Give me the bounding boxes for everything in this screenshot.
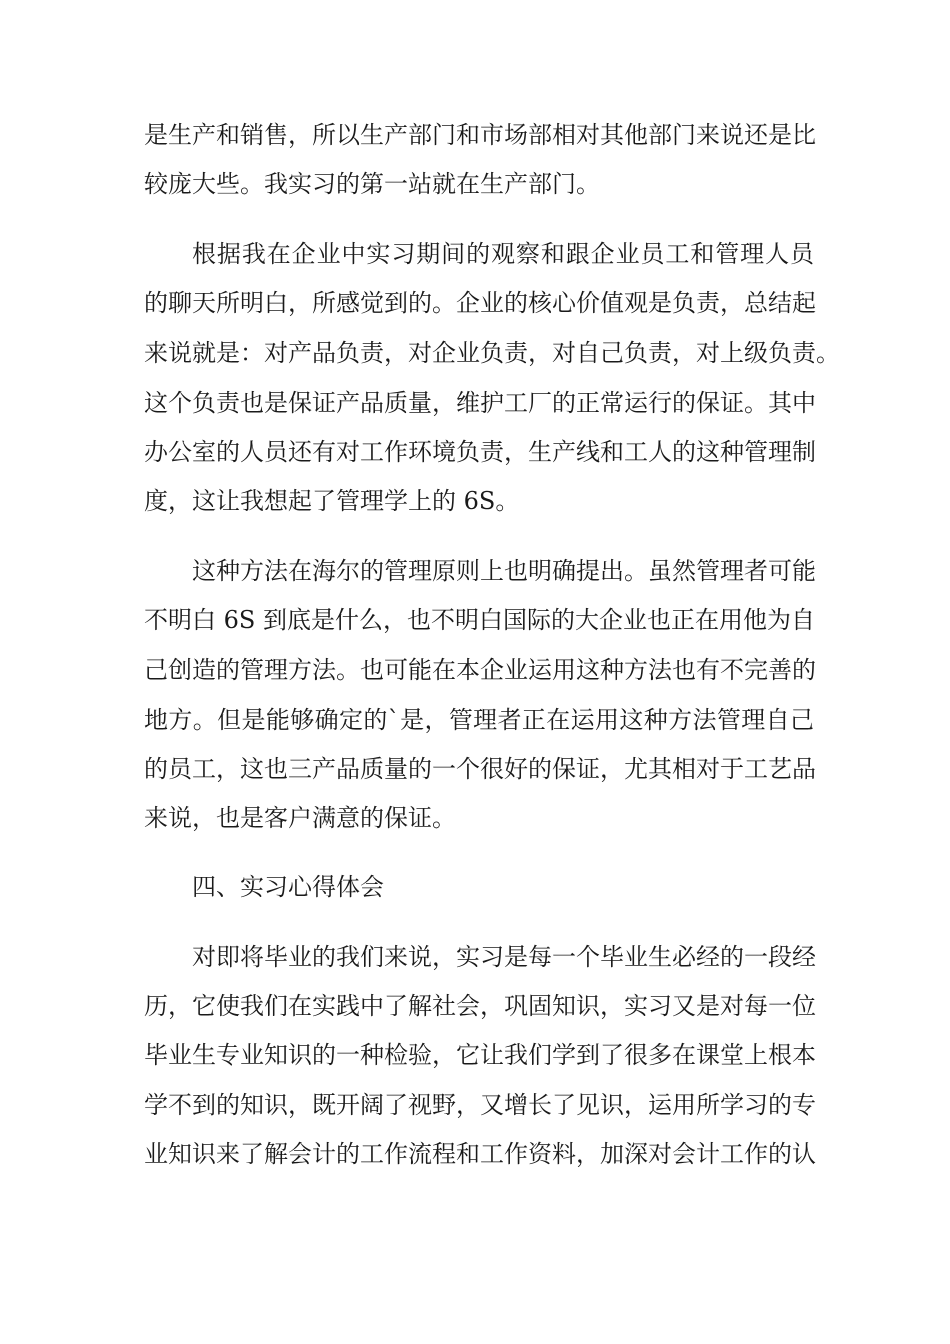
paragraph-line: 来说就是：对产品负责，对企业负责，对自己负责，对上级负责。 bbox=[144, 339, 840, 367]
paragraph-line: 这个负责也是保证产品质量，维护工厂的正常运行的保证。其中 bbox=[144, 389, 816, 417]
paragraph-line: 来说，也是客户满意的保证。 bbox=[144, 804, 456, 832]
paragraph-line: 这种方法在海尔的管理原则上也明确提出。虽然管理者可能 bbox=[192, 557, 816, 585]
section-heading: 四、实习心得体会 bbox=[192, 873, 384, 901]
paragraph-line: 地方。但是能够确定的`是，管理者正在运用这种方法管理自己 bbox=[144, 706, 814, 734]
paragraph-line: 是生产和销售，所以生产部门和市场部相对其他部门来说还是比 bbox=[144, 121, 816, 149]
paragraph-line: 对即将毕业的我们来说，实习是每一个毕业生必经的一段经 bbox=[192, 943, 816, 971]
paragraph-line: 的员工，这也三产品质量的一个很好的保证，尤其相对于工艺品 bbox=[144, 755, 816, 783]
paragraph-line: 历，它使我们在实践中了解社会，巩固知识，实习又是对每一位 bbox=[144, 992, 816, 1020]
paragraph-line: 学不到的知识，既开阔了视野，又增长了见识，运用所学习的专 bbox=[144, 1091, 816, 1119]
paragraph-line: 办公室的人员还有对工作环境负责，生产线和工人的这种管理制 bbox=[144, 438, 816, 466]
paragraph-line: 业知识来了解会计的工作流程和工作资料，加深对会计工作的认 bbox=[144, 1140, 816, 1168]
paragraph-line: 度，这让我想起了管理学上的 6S。 bbox=[144, 487, 520, 515]
paragraph-line: 毕业生专业知识的一种检验，它让我们学到了很多在课堂上根本 bbox=[144, 1041, 816, 1069]
paragraph-line: 己创造的管理方法。也可能在本企业运用这种方法也有不完善的 bbox=[144, 656, 816, 684]
paragraph-line: 不明白 6S 到底是什么，也不明白国际的大企业也正在用他为自 bbox=[144, 606, 815, 634]
paragraph-line: 的聊天所明白，所感觉到的。企业的核心价值观是负责，总结起 bbox=[144, 289, 816, 317]
paragraph-line: 根据我在企业中实习期间的观察和跟企业员工和管理人员 bbox=[192, 240, 814, 268]
paragraph-line: 较庞大些。我实习的第一站就在生产部门。 bbox=[144, 170, 600, 198]
